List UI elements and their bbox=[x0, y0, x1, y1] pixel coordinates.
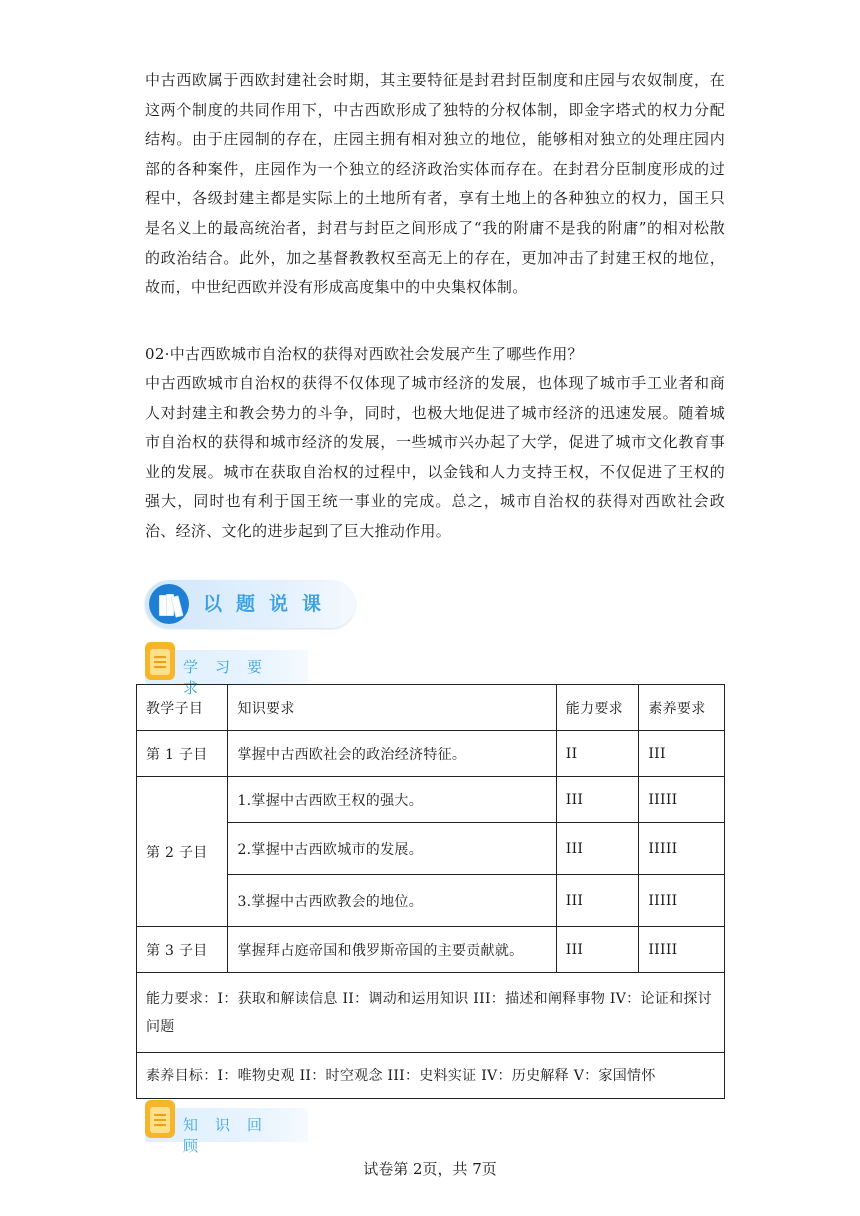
header-ability: 能力要求 bbox=[556, 685, 639, 731]
cell-knowledge: 3.掌握中古西欧教会的地位。 bbox=[228, 875, 556, 927]
cell-ability: III bbox=[556, 875, 639, 927]
answer-paragraph-1: 中古西欧属于西欧封建社会时期，其主要特征是封君封臣制度和庄园与农奴制度，在这两个制度的共同作用下，中古西欧形成了独特的分权体制，即金字塔式的权力分配结构。由于庄园制的存在，庄园主拥有相对独立的地位，能够相对独立的处理庄园内部的各种案件，庄园作为一个独立的经济政治实体而存在。在封君分臣制度形成的过程中，各级封建主都是实际上的土地所有者，享有土地上的各种独立的权力，国王只是名义上的最高统治者，封君与封臣之间形成了“我的附庸不是我的附庸”的相对松散的政治结合。此外，加之基督教教权至高无上的存在，更加冲击了封建王权的地位，故而，中世纪西欧并没有形成高度集中的中央集权体制。 bbox=[145, 71, 725, 297]
notepad-icon bbox=[145, 1100, 175, 1138]
table-note-row bbox=[137, 1053, 725, 1099]
table-row bbox=[137, 731, 725, 777]
learning-requirements-title: 学习要求 bbox=[183, 658, 280, 697]
header-subject: 教学子目 bbox=[137, 685, 228, 731]
cell-knowledge: 2.掌握中古西欧城市的发展。 bbox=[228, 823, 556, 875]
cell-literacy: IIIII bbox=[639, 823, 725, 875]
books-icon bbox=[149, 584, 189, 624]
cell-literacy: IIIII bbox=[639, 927, 725, 973]
section-banner-title: 以题说课 bbox=[203, 593, 336, 615]
question-2: 02·中古西欧城市自治权的获得对西欧社会发展产生了哪些作用？ bbox=[145, 345, 583, 363]
table-row bbox=[137, 927, 725, 973]
table-row bbox=[137, 777, 725, 823]
knowledge-review-title: 知识回顾 bbox=[183, 1116, 280, 1155]
requirements-table bbox=[136, 684, 725, 1099]
page-footer: 试卷第 2页，共 7页 bbox=[363, 1160, 497, 1178]
header-knowledge: 知识要求 bbox=[228, 685, 556, 731]
literacy-note: 素养目标：I：唯物史观 II：时空观念 III：史料实证 IV：历史解释 V：家国情怀 bbox=[137, 1053, 725, 1099]
cell-literacy: IIIII bbox=[639, 777, 725, 823]
section-banner bbox=[145, 580, 355, 628]
cell-literacy: IIIII bbox=[639, 875, 725, 927]
table-note-row bbox=[137, 973, 725, 1053]
cell-knowledge: 1.掌握中古西欧王权的强大。 bbox=[228, 777, 556, 823]
cell-ability: III bbox=[556, 777, 639, 823]
cell-subject: 第 1 子目 bbox=[137, 731, 228, 777]
notepad-icon bbox=[145, 642, 175, 680]
answer-paragraph-2: 中古西欧城市自治权的获得不仅体现了城市经济的发展，也体现了城市手工业者和商人对封建主和教会势力的斗争，同时，也极大地促进了城市经济的迅速发展。随着城市自治权的获得和城市经济的发展，一些城市兴办起了大学，促进了城市文化教育事业的发展。城市在获取自治权的过程中，以金钱和人力支持王权，不仅促进了王权的强大，同时也有利于国王统一事业的完成。总之，城市自治权的获得对西欧社会政治、经济、文化的进步起到了巨大推动作用。 bbox=[145, 374, 725, 540]
cell-knowledge: 掌握中古西欧社会的政治经济特征。 bbox=[228, 731, 556, 777]
knowledge-review-banner bbox=[145, 1108, 308, 1155]
cell-literacy: III bbox=[639, 731, 725, 777]
cell-subject: 第 2 子目 bbox=[137, 777, 228, 927]
header-literacy: 素养要求 bbox=[639, 685, 725, 731]
cell-knowledge: 掌握拜占庭帝国和俄罗斯帝国的主要贡献就。 bbox=[228, 927, 556, 973]
cell-ability: III bbox=[556, 823, 639, 875]
cell-ability: II bbox=[556, 731, 639, 777]
cell-ability: III bbox=[556, 927, 639, 973]
ability-note: 能力要求：I：获取和解读信息 II：调动和运用知识 III：描述和阐释事物 IV：论证和探讨问题 bbox=[137, 973, 725, 1053]
cell-subject: 第 3 子目 bbox=[137, 927, 228, 973]
learning-requirements-banner bbox=[145, 650, 308, 697]
table-header-row bbox=[137, 685, 725, 731]
